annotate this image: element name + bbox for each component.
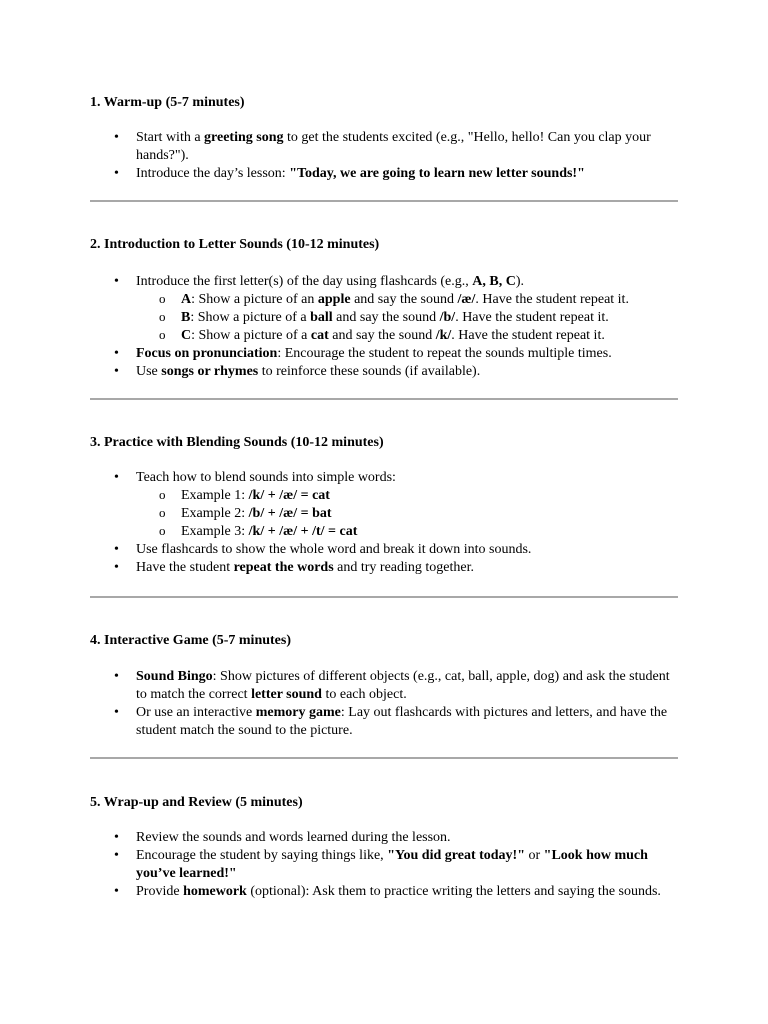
section-heading: 3. Practice with Blending Sounds (10-12 minutes) <box>90 435 384 450</box>
sub-list <box>136 487 678 541</box>
sub-list <box>136 291 678 345</box>
text-run: : Show a picture of a <box>190 310 311 325</box>
bold-text: cat <box>310 328 329 343</box>
text-run: Example 3: <box>181 524 249 539</box>
bold-text: Sound Bingo <box>136 669 213 684</box>
bold-text: A, B, C <box>472 274 516 289</box>
section-interactive-game <box>90 632 678 740</box>
list-item <box>90 847 678 883</box>
list-item <box>90 883 678 901</box>
list-item <box>90 363 678 381</box>
section-heading: 4. Interactive Game (5-7 minutes) <box>90 633 292 648</box>
text-run: to reinforce these sounds (if available). <box>258 364 481 379</box>
bold-text: repeat the words <box>233 560 334 575</box>
text-run: : Show a picture of a <box>191 328 311 343</box>
bold-text: A <box>181 292 192 307</box>
sub-list-item <box>136 505 678 523</box>
text-run: Encourage the student by saying things like, <box>136 848 388 863</box>
section-heading: 2. Introduction to Letter Sounds (10-12 minutes) <box>90 237 380 252</box>
text-run: Example 1: <box>181 488 249 503</box>
text-run: or <box>525 848 544 863</box>
section-blending-sounds <box>90 434 678 577</box>
bullet-list <box>90 829 678 901</box>
list-item <box>90 273 678 345</box>
sub-list-item <box>136 523 678 541</box>
bold-text: "Today, we are going to learn new letter sounds!" <box>289 166 585 181</box>
text-run: and say the sound <box>328 328 436 343</box>
text-run: Use <box>136 364 162 379</box>
section-divider <box>90 398 678 400</box>
sub-list-item <box>136 327 678 345</box>
text-run: Start with a <box>136 130 205 145</box>
list-item <box>90 559 678 577</box>
bold-text: "You did great today!" <box>387 848 525 863</box>
list-item <box>90 345 678 363</box>
text-run: Introduce the day’s lesson: <box>136 166 290 181</box>
section-heading: 1. Warm-up (5-7 minutes) <box>90 95 245 110</box>
bullet-list <box>90 668 678 740</box>
section-warm-up <box>90 94 678 183</box>
text-run: Teach how to blend sounds into simple words: <box>136 470 396 485</box>
bold-text: Focus on pronunciation <box>136 346 278 361</box>
section-wrap-up <box>90 794 678 901</box>
text-run: Example 2: <box>181 506 249 521</box>
sub-list-item <box>136 291 678 309</box>
list-item <box>90 829 678 847</box>
bold-text: letter sound <box>251 687 322 702</box>
bold-text: greeting song <box>204 130 284 145</box>
text-run: Use flashcards to show the whole word and break it down into sounds. <box>136 542 532 557</box>
bold-text: "Look how much you’ve learned!" <box>136 848 648 881</box>
bold-text: /b/ + /æ/ = bat <box>248 506 332 521</box>
list-item <box>90 129 678 165</box>
text-run: and try reading together. <box>333 560 474 575</box>
bullet-list <box>90 129 678 183</box>
bold-text: /k/ + /æ/ + /t/ = cat <box>248 524 358 539</box>
list-item <box>90 541 678 559</box>
bold-text: /k/ <box>435 328 452 343</box>
text-run: Provide <box>136 884 184 899</box>
text-run: Have the student <box>136 560 234 575</box>
bold-text: apple <box>317 292 351 307</box>
bold-text: memory game <box>255 705 341 720</box>
text-run: and say the sound <box>332 310 440 325</box>
bold-text: ball <box>310 310 333 325</box>
text-run: (optional): Ask them to practice writing the letters and saying the sounds. <box>246 884 661 899</box>
bullet-list <box>90 469 678 577</box>
text-run: to get the students excited (e.g., "Hello, hello! Can you clap your hands?"). <box>136 130 651 163</box>
list-item <box>90 469 678 541</box>
sub-list-item <box>136 487 678 505</box>
text-run: : Show a picture of an <box>191 292 318 307</box>
section-heading: 5. Wrap-up and Review (5 minutes) <box>90 795 303 810</box>
bold-text: songs or rhymes <box>161 364 259 379</box>
list-item <box>90 668 678 704</box>
section-letter-sounds <box>90 236 678 381</box>
bold-text: /b/ <box>439 310 456 325</box>
list-item <box>90 165 678 183</box>
text-run: . Have the student repeat it. <box>455 310 609 325</box>
text-run: Review the sounds and words learned during the lesson. <box>136 830 451 845</box>
sub-list-item <box>136 309 678 327</box>
text-run: : Lay out flashcards with pictures and letters, and have the student match the sound to the picture. <box>136 705 668 738</box>
bold-text: /k/ + /æ/ = cat <box>248 488 330 503</box>
text-run: and say the sound <box>350 292 458 307</box>
bold-text: /æ/ <box>457 292 476 307</box>
text-run: : Show pictures of different objects (e.g., cat, ball, apple, dog) and ask the student to match the correct <box>136 669 670 702</box>
section-divider <box>90 200 678 202</box>
bold-text: B <box>181 310 191 325</box>
list-item <box>90 704 678 740</box>
text-run: Introduce the first letter(s) of the day using flashcards (e.g., <box>136 274 473 289</box>
bold-text: homework <box>183 884 247 899</box>
text-run: : Encourage the student to repeat the sounds multiple times. <box>277 346 612 361</box>
section-divider <box>90 757 678 759</box>
bullet-list <box>90 273 678 381</box>
bold-text: C <box>181 328 192 343</box>
text-run: Or use an interactive <box>136 705 256 720</box>
text-run: . Have the student repeat it. <box>451 328 605 343</box>
text-run: to each object. <box>321 687 407 702</box>
text-run: . Have the student repeat it. <box>475 292 629 307</box>
section-divider <box>90 596 678 598</box>
text-run: ). <box>515 274 525 289</box>
